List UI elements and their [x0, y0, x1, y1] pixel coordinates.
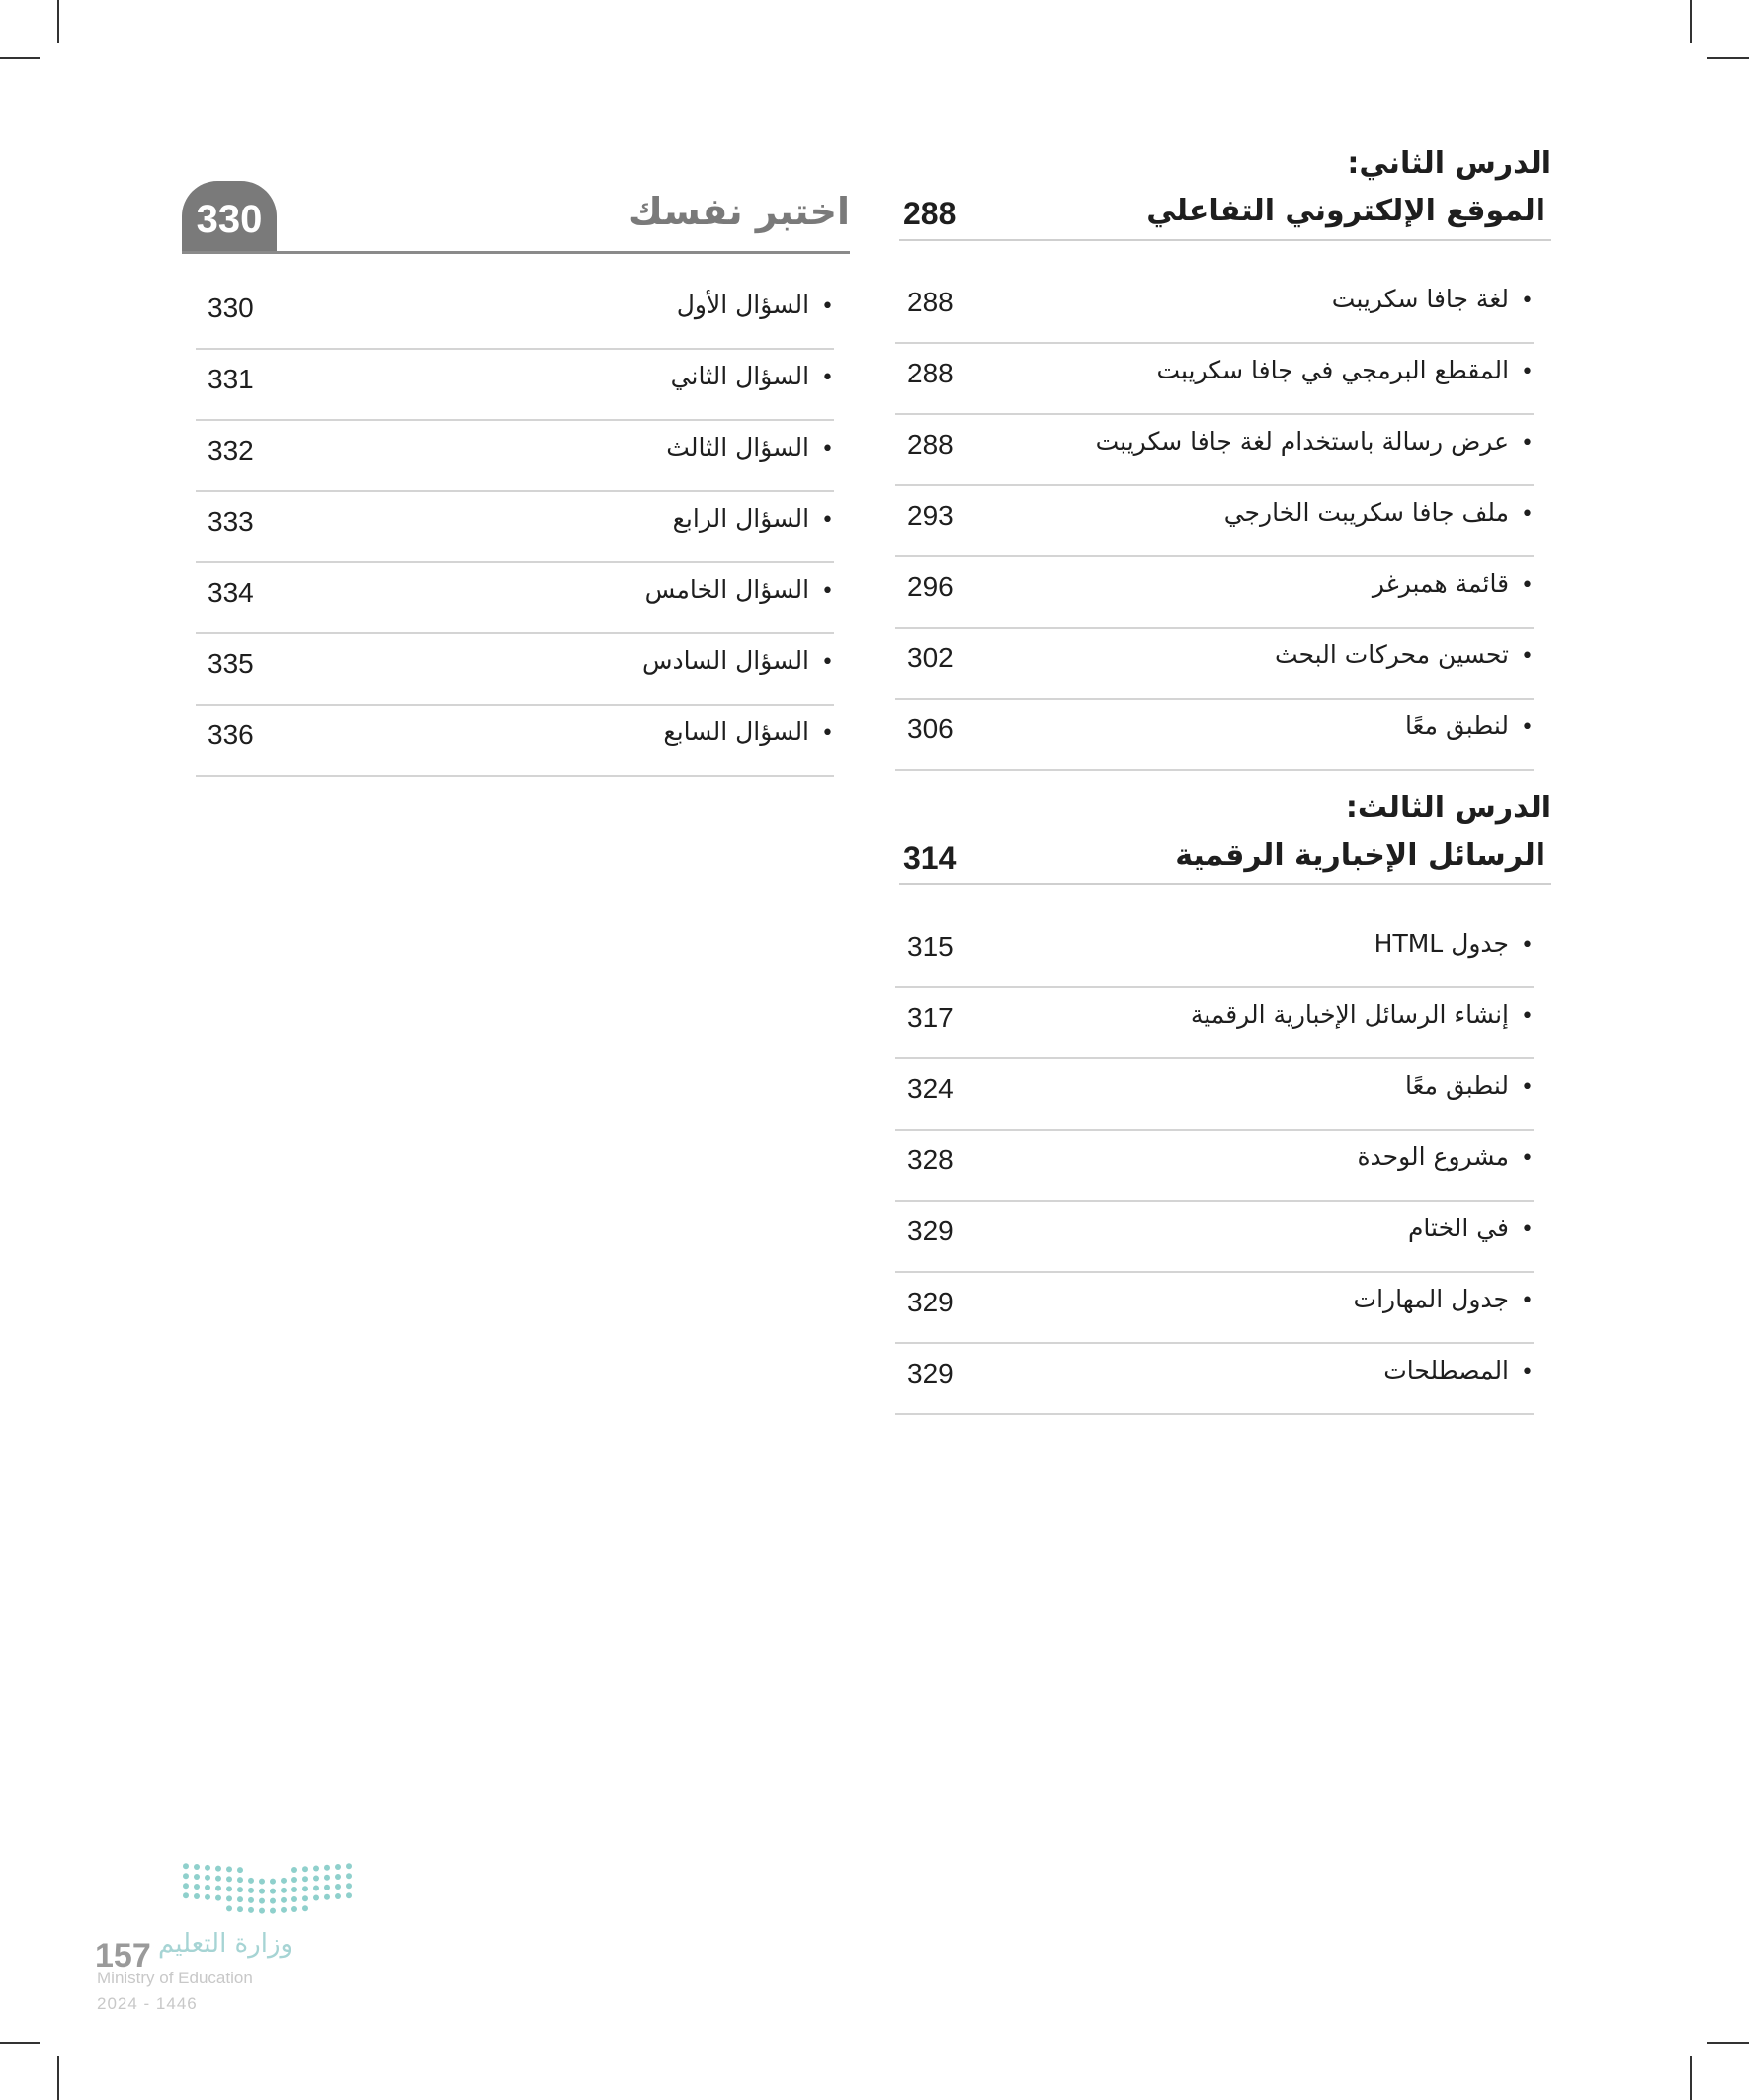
toc-row: [196, 634, 834, 706]
toc-item-page: 315: [907, 931, 954, 962]
toc-item-text: • السؤال السادس: [642, 646, 834, 675]
logo-dot: [237, 1877, 243, 1883]
toc-item-page: 302: [907, 642, 954, 673]
toc-row: [895, 1273, 1534, 1344]
logo-dot: [324, 1875, 330, 1881]
lesson2-label: الدرس الثاني:: [1347, 146, 1551, 181]
toc-item-page: 329: [907, 1287, 954, 1317]
toc-item-text: • السؤال السابع: [663, 717, 834, 746]
footer-year: 2024 - 1446: [97, 1994, 198, 2013]
logo-dot: [226, 1886, 232, 1891]
logo-dot: [183, 1863, 189, 1869]
toc-row: [196, 421, 834, 492]
crop-mark: [0, 57, 40, 59]
logo-dot: [259, 1908, 265, 1914]
toc-row: [895, 988, 1534, 1059]
toc-item-text: • لنطبق معًا: [1405, 712, 1534, 740]
logo-dot: [194, 1893, 200, 1899]
logo-dot: [335, 1874, 341, 1880]
logo-dot: [324, 1885, 330, 1890]
logo-dot: [215, 1895, 221, 1901]
logo-dot: [248, 1888, 254, 1893]
lesson3-rule: [899, 883, 1551, 885]
logo-dot: [215, 1876, 221, 1882]
toc-row: [895, 700, 1534, 771]
logo-dot: [226, 1905, 232, 1911]
logo-dot: [259, 1879, 265, 1885]
toc-row: [895, 1202, 1534, 1273]
logo-dot: [302, 1866, 308, 1872]
lesson3-page: 314: [903, 840, 957, 876]
lesson3-title: الرسائل الإخبارية الرقمية: [1175, 838, 1545, 873]
ministry-name-arabic: وزارة التعليم: [158, 1929, 293, 1959]
logo-dot: [248, 1878, 254, 1884]
logo-dot: [194, 1884, 200, 1890]
toc-row: [196, 350, 834, 421]
logo-dot: [226, 1895, 232, 1901]
toc-row: [895, 1344, 1534, 1415]
logo-dot: [270, 1898, 276, 1904]
logo-dot: [324, 1894, 330, 1900]
toc-row: [196, 492, 834, 563]
toc-item-page: 324: [907, 1073, 954, 1104]
test-title: اختبر نفسك: [628, 190, 850, 233]
logo-dot: [313, 1886, 319, 1891]
toc-item-text: • لغة جافا سكريبت: [1332, 285, 1534, 313]
crop-mark: [1707, 2042, 1749, 2044]
toc-item-text: • قائمة همبرغر: [1373, 569, 1534, 598]
logo-dot: [259, 1889, 265, 1894]
logo-dot: [335, 1893, 341, 1899]
logo-dot: [292, 1877, 297, 1883]
logo-dot: [183, 1873, 189, 1879]
logo-dot: [302, 1895, 308, 1901]
logo-dot: [215, 1866, 221, 1872]
toc-item-page: 288: [907, 287, 954, 317]
logo-dot: [205, 1865, 210, 1871]
crop-mark: [0, 2042, 40, 2044]
logo-dot: [292, 1906, 297, 1912]
logo-dot: [281, 1888, 287, 1893]
row-divider: [895, 1413, 1534, 1415]
toc-row: [196, 563, 834, 634]
logo-dot: [248, 1897, 254, 1903]
toc-item-text: • السؤال الثاني: [671, 362, 834, 390]
ministry-logo-icon: [182, 1860, 352, 1915]
toc-row: [196, 706, 834, 777]
toc-item-page: 293: [907, 500, 954, 531]
toc-item-page: 288: [907, 358, 954, 388]
toc-item-text: • تحسين محركات البحث: [1275, 640, 1534, 669]
logo-dot: [281, 1897, 287, 1903]
logo-dot: [324, 1865, 330, 1871]
logo-dot: [292, 1887, 297, 1892]
toc-row: [895, 415, 1534, 486]
toc-item-text: • عرض رسالة باستخدام لغة جافا سكريبت: [1096, 427, 1534, 456]
logo-dot: [194, 1864, 200, 1870]
ministry-name-english: Ministry of Education: [97, 1969, 253, 1987]
toc-row: [895, 273, 1534, 344]
crop-mark: [57, 0, 59, 43]
toc-item-page: 317: [907, 1002, 954, 1033]
toc-item-text: • مشروع الوحدة: [1357, 1142, 1534, 1171]
logo-dot: [237, 1867, 243, 1873]
toc-item-text: • السؤال الثالث: [666, 433, 834, 462]
toc-item-text: • جدول HTML: [1374, 929, 1534, 958]
logo-dot: [237, 1896, 243, 1902]
toc-item-page: 335: [208, 648, 254, 679]
toc-item-page: 331: [208, 364, 254, 394]
row-divider: [196, 775, 834, 777]
toc-item-text: • السؤال الرابع: [673, 504, 834, 533]
logo-dot: [205, 1875, 210, 1881]
toc-item-page: 333: [208, 506, 254, 537]
crop-mark: [1707, 57, 1749, 59]
toc-item-text: • لنطبق معًا: [1405, 1071, 1534, 1100]
lesson3-label: الدرس الثالث:: [1345, 791, 1551, 825]
logo-dot: [194, 1874, 200, 1880]
toc-item-page: 334: [208, 577, 254, 608]
logo-dot: [237, 1906, 243, 1912]
logo-dot: [313, 1876, 319, 1882]
logo-dot: [313, 1866, 319, 1872]
toc-item-page: 288: [907, 429, 954, 460]
crop-mark: [1690, 0, 1692, 43]
lesson2-title: الموقع الإلكتروني التفاعلي: [1146, 194, 1545, 228]
toc-item-page: 329: [907, 1216, 954, 1246]
toc-item-page: 329: [907, 1358, 954, 1388]
crop-mark: [1690, 2056, 1692, 2100]
logo-dot: [292, 1896, 297, 1902]
logo-dot: [346, 1892, 352, 1898]
test-rule: [182, 251, 850, 254]
logo-dot: [302, 1876, 308, 1882]
test-page-badge: 330: [182, 181, 277, 254]
toc-row: [895, 1059, 1534, 1131]
toc-row: [196, 279, 834, 350]
toc-item-text: • المصطلحات: [1383, 1356, 1534, 1385]
toc-row: [895, 344, 1534, 415]
page-number: 157: [95, 1937, 151, 1974]
toc-row: [895, 917, 1534, 988]
logo-dot: [335, 1884, 341, 1890]
logo-dot: [346, 1883, 352, 1889]
logo-dot: [313, 1895, 319, 1901]
row-divider: [895, 769, 1534, 771]
logo-dot: [270, 1879, 276, 1885]
toc-row: [895, 1131, 1534, 1202]
logo-dot: [292, 1867, 297, 1873]
toc-item-text: • في الختام: [1408, 1214, 1534, 1242]
toc-item-page: 330: [208, 293, 254, 323]
toc-item-page: 332: [208, 435, 254, 465]
logo-dot: [270, 1908, 276, 1914]
toc-item-page: 328: [907, 1144, 954, 1175]
logo-dot: [302, 1886, 308, 1891]
toc-item-text: • المقطع البرمجي في جافا سكريبت: [1156, 356, 1534, 384]
logo-dot: [215, 1886, 221, 1891]
logo-dot: [226, 1876, 232, 1882]
toc-item-text: • ملف جافا سكريبت الخارجي: [1224, 498, 1534, 527]
toc-item-text: • السؤال الخامس: [645, 575, 834, 604]
logo-dot: [346, 1873, 352, 1879]
logo-dot: [205, 1885, 210, 1890]
toc-item-page: 336: [208, 719, 254, 750]
toc-item-page: 306: [907, 714, 954, 744]
toc-row: [895, 486, 1534, 557]
toc-row: [895, 557, 1534, 629]
toc-row: [895, 629, 1534, 700]
logo-dot: [237, 1887, 243, 1892]
logo-dot: [346, 1863, 352, 1869]
logo-dot: [281, 1878, 287, 1884]
toc-item-text: • السؤال الأول: [677, 291, 834, 319]
toc-item-text: • إنشاء الرسائل الإخبارية الرقمية: [1191, 1000, 1534, 1029]
crop-mark: [57, 2056, 59, 2100]
logo-dot: [183, 1883, 189, 1889]
logo-dot: [183, 1892, 189, 1898]
logo-dot: [281, 1907, 287, 1913]
lesson2-page: 288: [903, 196, 957, 231]
toc-item-text: • جدول المهارات: [1354, 1285, 1534, 1313]
logo-dot: [205, 1894, 210, 1900]
logo-dot: [335, 1864, 341, 1870]
logo-dot: [226, 1866, 232, 1872]
lesson2-rule: [899, 239, 1551, 241]
logo-dot: [248, 1907, 254, 1913]
logo-dot: [259, 1898, 265, 1904]
toc-item-page: 296: [907, 571, 954, 602]
logo-dot: [270, 1889, 276, 1894]
logo-dot: [302, 1905, 308, 1911]
